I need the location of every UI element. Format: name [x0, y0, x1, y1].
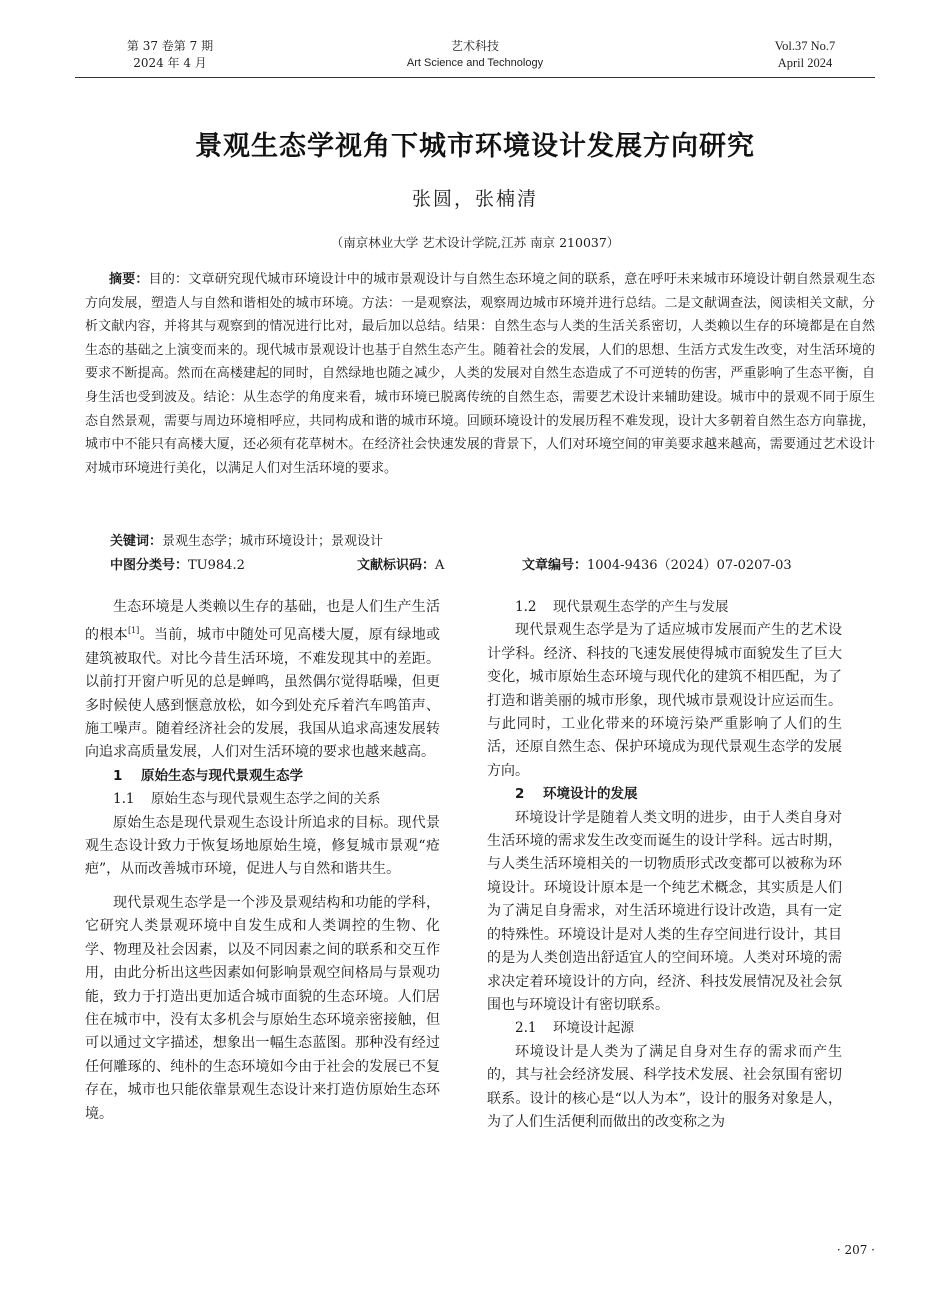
- article-number-label: 文章编号：: [522, 558, 588, 573]
- subsection-heading: [487, 596, 842, 619]
- doc-code-label: 文献标识码：: [357, 558, 436, 573]
- volume-en: Vol.37 No.7: [774, 39, 836, 53]
- keywords: [110, 532, 383, 552]
- header-rule: [75, 77, 875, 78]
- journal-en: Art Science and Technology: [406, 57, 544, 69]
- running-header-volume: [110, 38, 230, 72]
- subsection-number: 1.2: [515, 599, 537, 615]
- running-header-issue: [740, 38, 870, 72]
- running-header-journal: [375, 38, 575, 72]
- abstract: [85, 268, 875, 480]
- clc-number: [110, 556, 245, 576]
- paragraph: [85, 596, 440, 765]
- page-number: · 207 ·: [836, 1243, 875, 1257]
- paragraph: 现代景观生态学是为了适应城市发展而产生的艺术设计学科。经济、科技的飞速发展使得城市面貌发生了巨大变化，城市原始生态环境与现代化的建筑不相匹配，为了打造和谐美丽的城市形象，现代城市景观设计应运而生。与此同时，工业化带来的环境污染严重影响了人们的生活，还原自然生态、保护环境成为现代景观生态学的发展方向。: [487, 622, 842, 779]
- article-number: [522, 556, 792, 576]
- paragraph: 现代景观生态学是一个涉及景观结构和功能的学科，它研究人类景观环境中自发生成和人类调控的生物、化学、物理及社会因素，以及不同因素之间的联系和交互作用，由此分析出这些因素如何影响景观空间格局与景观功能，致力于打造出更加适合城市面貌的生态环境。人们居住在城市中，没有太多机会与原始生态环境亲密接触，但可以通过文字描述，想象出一幅生态蓝图。那种没有经过任何雕琢的、纯朴的生态环境如今由于社会的发展已不复存在，城市也只能依靠景观生态设计来打造仿原始生态环境。: [85, 894, 440, 1122]
- doc-code-value: A: [435, 558, 445, 573]
- section-number: 2: [515, 786, 525, 803]
- document-code: [357, 556, 444, 576]
- paragraph-text: 。当前，城市中随处可见高楼大厦，原有绿地或建筑被取代。对比今昔生活环境，不难发现其中的差距。以前打开窗户听见的总是蝉鸣，虽然偶尔觉得聒噪，但更多时候使人感到惬意放松，如今到处充斥着汽车鸣笛声、施工噪声。随着经济社会的发展，我国从追求高速发展转向追求高质量发展，人们对生活环境的要求也越来越高。: [85, 627, 441, 761]
- section-title: 原始生态与现代景观生态学: [141, 767, 303, 784]
- article-number-value: 1004-9436（2024）07-0207-03: [587, 558, 792, 573]
- subsection-title: 现代景观生态学的产生与发展: [553, 599, 729, 615]
- date-cn: 2024 年 4 月: [133, 56, 207, 70]
- subsection-heading: [487, 1017, 842, 1040]
- clc-value: TU984.2: [188, 558, 245, 573]
- subsection-number: 2.1: [515, 1020, 537, 1037]
- keywords-label: 关键词：: [110, 534, 163, 549]
- date-en: April 2024: [777, 56, 833, 70]
- section-number: 1: [113, 767, 123, 784]
- subsection-title: 环境设计起源: [553, 1020, 634, 1037]
- article-title: 景观生态学视角下城市环境设计发展方向研究: [195, 131, 755, 162]
- subsection-heading: [85, 788, 440, 811]
- subsection-title: 原始生态与现代景观生态学之间的关系: [151, 791, 381, 808]
- journal-cn: 艺术科技: [450, 39, 499, 53]
- abstract-text: 目的：文章研究现代城市环境设计中的城市景观设计与自然生态环境之间的联系，意在呼吁未来城市环境设计朝自然景观生态方向发展，塑造人与自然和谐相处的城市环境。方法：一是观察法，观察周边城市环境并进行总结。二是文献调查法，阅读相关文献，分析文献内容，并将其与观察到的情况进行比对，最后加以总结。结果：自然生态与人类的生活关系密切，人类赖以生存的环境都是在自然生态的基础之上演变而来的。现代城市景观设计也基于自然生态产生。随着社会的发展，人们的思想、生活方式发生改变，对生活环境的要求不断提高。然而在高楼建起的同时，自然绿地也随之减少，人类的发展对自然生态造成了不可逆转的伤害，严重影响了生态平衡，自身生活也受到波及。结论：从生态学的角度来看，城市环境已脱离传统的自然生态，需要艺术设计来辅助建设。城市中的景观不同于原生态自然景观，需要与周边环境相呼应，共同构成和谐的城市环境。回顾环境设计的发展历程不难发现，设计大多朝着自然生态方向靠拢，城市中不能只有高楼大厦，还必须有花草树木。在经济社会快速发展的背景下，人们对环境空间的审美要求越来越高，需要通过艺术设计对城市环境进行美化，以满足人们对生活环境的要求。: [85, 272, 875, 476]
- author-affiliation: （南京林业大学 艺术设计学院,江苏 南京 210037）: [330, 235, 620, 250]
- keywords-text: 景观生态学；城市环境设计；景观设计: [162, 534, 384, 549]
- section-title: 环境设计的发展: [543, 786, 638, 803]
- article-authors: 张圆，张楠清: [411, 188, 538, 210]
- volume-cn: 第 37 卷第 7 期: [126, 39, 214, 53]
- paragraph: 原始生态是现代景观生态设计所追求的目标。现代景观生态设计致力于恢复场地原始生境，修复城市景观“疮疤”，从而改善城市环境，促进人与自然和谐共生。: [85, 814, 440, 878]
- abstract-label: 摘要：: [109, 272, 149, 287]
- clc-label: 中图分类号：: [110, 558, 189, 573]
- body-column-right: [487, 596, 842, 1134]
- paragraph: 环境设计是人类为了满足自身对生存的需求而产生的，其与社会经济发展、科学技术发展、社会氛围有密切联系。设计的核心是“以人为本”，设计的服务对象是人，为了人们生活便利而做出的改变称之为: [487, 1043, 842, 1130]
- paragraph: 环境设计学是随着人类文明的进步，由于人类自身对生活环境的需求发生改变而诞生的设计学科。远古时期，与人类生活环境相关的一切物质形式改变都可以被称为环境设计。环境设计原本是一个纯艺术概念，其实质是人们为了满足自身需求，对生活环境进行设计改造，具有一定的特殊性。环境设计是对人类的生存空间进行设计，其目的是为人类创造出舒适宜人的空间环境。人类对环境的需求决定着环境设计的方向，经济、科技发展情况及社会氛围也与环境设计有密切联系。: [487, 809, 842, 1013]
- body-column-left: [85, 596, 440, 1126]
- citation: [1]: [127, 626, 140, 636]
- subsection-number: 1.1: [113, 791, 135, 808]
- section-heading: [85, 765, 440, 788]
- section-heading: [487, 783, 842, 806]
- paragraph-text: 生态环境是人类赖以生存的基础，也是人们生产生活的根本: [85, 599, 440, 644]
